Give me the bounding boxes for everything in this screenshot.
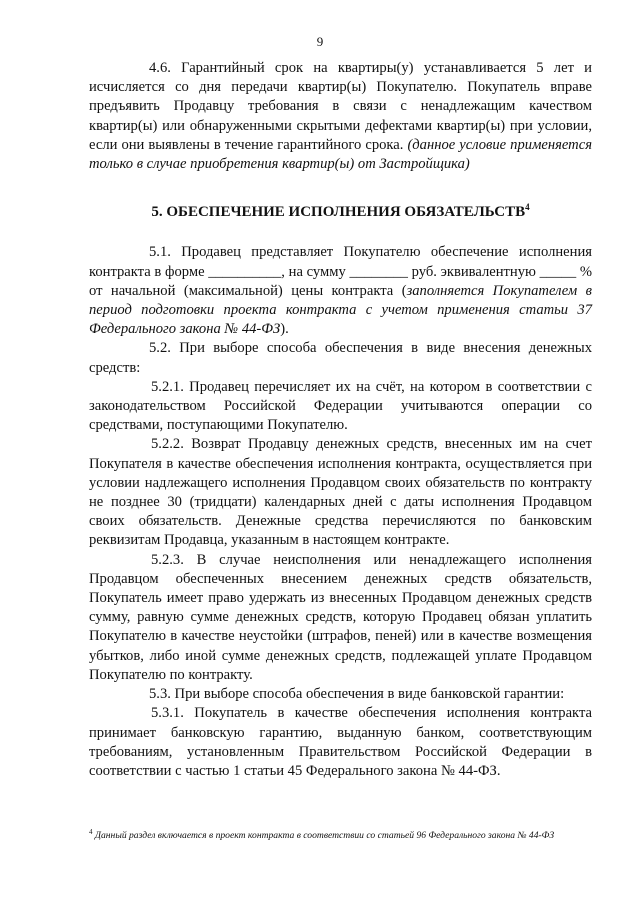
paragraph-5-3: 5.3. При выборе способа обеспечения в виде банковской гарантии:	[149, 686, 565, 703]
paragraph-5-2-1: 5.2.1. Продавец перечисляет их на счёт, на котором в соответствии с законодательством Российской Федерации учитываются операции со средствами, поступающими Покупателю.	[89, 378, 592, 434]
page-number: 9	[316, 34, 324, 49]
paragraph-4-6-text: 4.6. Гарантийный срок на квартиры(у) устанавливается 5 лет и исчисляется со дня передачи квартир(ы) Покупателю. Покупатель вправе предъявить Продавцу требования в связи с ненадлежащим качеством квартир(ы) или обнаруженными скрытыми дефектами квартир(ы) при условии, если они выявлены в течение гарантийного срока.	[89, 60, 592, 153]
section-5-heading-text: 5. ОБЕСПЕЧЕНИЕ ИСПОЛНЕНИЯ ОБЯЗАТЕЛЬСТВ	[151, 204, 526, 221]
paragraph-5-1-close: ).	[280, 321, 289, 338]
paragraph-5-2-2: 5.2.2. Возврат Продавцу денежных средств, внесенных им на счет Покупателя в качестве обеспечения исполнения контракта, осуществляется при условии надлежащего исполнения Продавцом своих обязательств по контракту не позднее 30 (тридцати) календарных дней с даты исполнения Продавцом своих обязательств. Денежные средства перечисляются по банковским реквизитам Продавца, указанным в настоящем контракте.	[89, 436, 592, 549]
paragraph-5-1	[89, 243, 592, 339]
paragraph-5-3-1: 5.3.1. Покупатель в качестве обеспечения исполнения контракта принимает банковскую гарантию, выданную банком, соответствующим требованиям, установленным Правительством Российской Федерации в соответствии с частью 1 статьи 45 Федерального закона № 44-ФЗ.	[89, 705, 592, 779]
paragraph-4-6-note: (данное условие применяется только в случае приобретения квартир(ы) от Застройщика)	[89, 136, 592, 173]
paragraph-5-1-text: 5.1. Продавец представляет Покупателю обеспечение исполнения контракта в форме __________, на сумму ________ руб. эквивалентную _____ % от начальной (максимальной) цены контракта (	[89, 244, 592, 299]
footnote-marker: 4	[89, 828, 93, 836]
document-body	[89, 59, 592, 781]
paragraph-5-2-3: 5.2.3. В случае неисполнения или ненадлежащего исполнения Продавцом обеспеченных внесением денежных средств обязательств, Покупатель имеет право удержать из внесенных Продавцом денежных средств сумму, равную сумме денежных средств, которую Продавец обязан уплатить Покупателю в качестве неустойки (штрафов, пеней) или в качестве возмещения убытков, либо иной сумме денежных средств, подлежащей уплате Продавцом Покупателю по контракту.	[89, 551, 592, 683]
footnote-text: Данный раздел включается в проект контракта в соответствии со статьей 96 Федерального закона № 44-ФЗ	[92, 830, 555, 842]
footnote	[89, 826, 592, 842]
paragraph-4-6	[89, 59, 592, 174]
paragraph-5-2: 5.2. При выборе способа обеспечения в виде внесения денежных средств:	[89, 340, 592, 376]
heading-footnote-ref: 4	[525, 202, 530, 213]
section-5-heading	[89, 198, 592, 222]
paragraph-5-1-note: заполняется Покупателем в период подготовки проекта контракта с учетом применения статьи 37 Федерального закона № 44-ФЗ	[89, 282, 592, 338]
